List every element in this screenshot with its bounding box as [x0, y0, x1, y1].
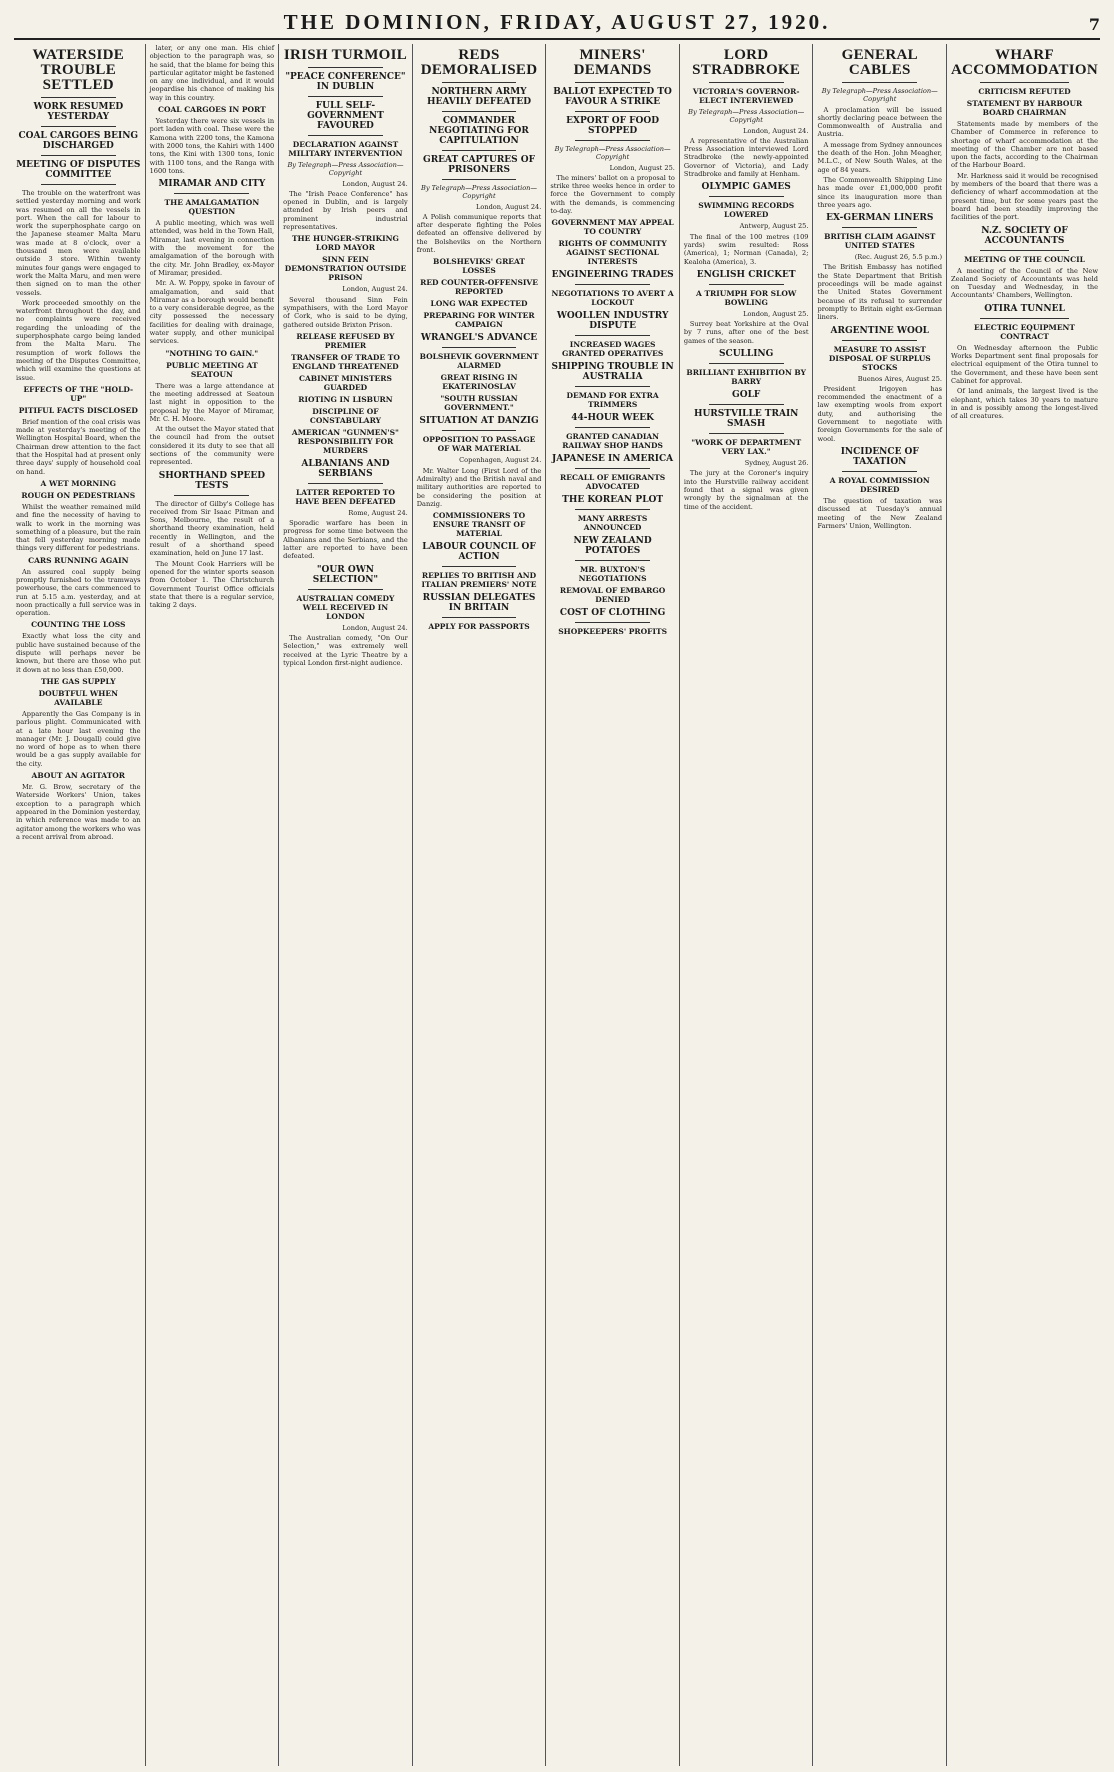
heading-rule — [709, 82, 784, 83]
dateline: (Rec. August 26, 5.5 p.m.) — [854, 253, 943, 262]
article-subhead-minor: REPLIES TO BRITISH AND ITALIAN PREMIERS' NOTE — [421, 571, 537, 590]
heading-rule — [308, 589, 383, 590]
article-subhead-minor: AMERICAN "GUNMEN'S" RESPONSIBILITY FOR MURDERS — [291, 427, 399, 455]
article-subhead-minor: LONG WAR EXPECTED — [430, 299, 528, 309]
article-subhead-minor: CARS RUNNING AGAIN — [28, 555, 129, 565]
dateline: London, August 25. — [743, 309, 809, 318]
article-paragraph: Of land animals, the largest lived is the elephant, which takes 30 years to mature in and is possibly among the longest-lived of all creatures. — [951, 387, 1098, 421]
article-paragraph: On Wednesday afternoon the Public Works Department sent final proposals for electrical equipment of the Otira tunnel to the Government, and these have been sent Cabinet for approval. — [951, 343, 1098, 385]
article-subhead: ENGLISH CRICKET — [696, 269, 796, 280]
dateline: London, August 25. — [609, 163, 675, 172]
article-subhead-minor: THE HUNGER-STRIKING LORD MAYOR — [291, 234, 399, 253]
heading-rule — [41, 97, 116, 98]
article-subhead: INCIDENCE OF TAXATION — [840, 446, 919, 467]
heading-rule — [842, 227, 917, 228]
heading-rule — [442, 82, 517, 83]
heading-rule — [41, 155, 116, 156]
article-subhead-minor: PITIFUL FACTS DISCLOSED — [18, 405, 138, 415]
newspaper-columns — [12, 44, 1102, 1766]
article-subhead: GREAT CAPTURES OF PRISONERS — [423, 155, 536, 175]
heading-rule — [442, 179, 517, 180]
article-paragraph: There was a large attendance at the meeting addressed at Seatoun last night in opposition to the proposal by the Mayor of Miramar, Mr. C. H. Moore. — [149, 381, 275, 423]
article-paragraph: Mr. A. W. Poppy, spoke in favour of amalgamation, and said that Miramar as a borough would benefit to a very considerable degree, as the city possessed the necessary facilities for dealing with drainage, water supply, and other municipal services. — [149, 279, 275, 346]
heading-rule — [41, 126, 116, 127]
article-paragraph: The jury at the Coroner's inquiry into the Hurstville railway accident found that a signal was given wrongly by the signalman at the time of the accident. — [683, 469, 809, 511]
article-subhead: OLYMPIC GAMES — [701, 182, 791, 193]
article-subhead: EXPORT OF FOOD STOPPED — [566, 116, 660, 136]
heading-rule — [308, 67, 383, 68]
article-paragraph: The Commonwealth Shipping Line has made over £1,000,000 profit since its inauguration more than three years ago. — [817, 175, 943, 209]
article-subhead-minor: STATEMENT BY HARBOUR BOARD CHAIRMAN — [966, 99, 1083, 117]
article-subhead-minor: COAL CARGOES IN PORT — [157, 105, 266, 115]
article-subhead: WRANGEL'S ADVANCE — [420, 333, 538, 344]
article-subhead-minor: BOLSHEVIKS' GREAT LOSSES — [433, 257, 526, 276]
article-subhead-minor: TRANSFER OF TRADE TO ENGLAND THREATENED — [291, 352, 400, 371]
article-paragraph: The Mount Cook Harriers will be opened for the winter sports season from October 1. The Christchurch Government Tourist Office officials state that there is a regular service, taking 2 days. — [149, 559, 275, 610]
article-subhead-minor: THE AMALGAMATION QUESTION — [164, 198, 260, 217]
article-subhead-minor: GREAT RISING IN EKATERINOSLAV — [440, 373, 518, 392]
heading-rule — [980, 318, 1068, 319]
article-subhead-minor: A WET MORNING — [40, 478, 117, 488]
article-subhead: COMMANDER NEGOTIATING FOR CAPITULATION — [429, 116, 529, 146]
article-subhead: NEW ZEALAND POTATOES — [573, 536, 652, 557]
article-paragraph: The final of the 100 metres (109 yards) swim resulted: Ross (America), 1; Norman (Canada), 2; Kealoha (America), 3. — [683, 232, 809, 266]
article-subhead-minor: RIGHTS OF COMMUNITY AGAINST SECTIONAL INTERESTS — [558, 239, 667, 267]
article-paragraph: later, or any one man. His chief objection to the paragraph was, so he said, that the blame for being this particular agitator might be fastened on any one individual, and it would jeopardise his chance of making his way in this country. — [149, 44, 275, 102]
heading-rule — [442, 111, 517, 112]
heading-rule — [442, 617, 517, 618]
article-subhead: COST OF CLOTHING — [559, 608, 666, 619]
article-subhead: HURSTVILLE TRAIN SMASH — [693, 409, 799, 430]
article-paragraph: The question of taxation was discussed at Tuesday's annual meeting of the New Zealand Farmers' Union, Wellington. — [817, 496, 943, 530]
article-paragraph: A message from Sydney announces the death of the Hon. John Meagher, M.L.C., of New South Wales, at the age of 84 years. — [817, 140, 943, 174]
heading-rule — [308, 483, 383, 484]
article-subhead-minor: BRILLIANT EXHIBITION BY BARRY — [686, 368, 806, 387]
wire-credit: By Telegraph—Press Association—Copyright — [688, 108, 805, 125]
heading-rule — [842, 340, 917, 341]
wire-credit: By Telegraph—Press Association—Copyright — [287, 161, 404, 178]
dateline: Antwerp, August 25. — [739, 222, 809, 231]
article-subhead: OTIRA TUNNEL — [984, 303, 1065, 314]
heading-rule — [709, 433, 784, 434]
article-subhead: JAPANESE IN AMERICA — [552, 454, 674, 465]
dateline: Sydney, August 26. — [744, 459, 809, 468]
article-subhead-minor: CRITICISM REFUTED — [978, 87, 1071, 96]
article-subhead-minor: MEETING OF THE COUNCIL — [964, 254, 1085, 264]
heading-rule — [709, 196, 784, 197]
article-subhead-minor: SINN FEIN DEMONSTRATION OUTSIDE PRISON — [284, 255, 407, 283]
dateline: London, August 24. — [342, 285, 408, 294]
article-subhead: NORTHERN ARMY HEAVILY DEFEATED — [427, 87, 531, 107]
article-paragraph: Several thousand Sinn Fein sympathisers, with the Lord Mayor of Cork, who is said to be dying, gathered outside Brixton Prison. — [283, 295, 408, 329]
column-2 — [146, 44, 280, 1766]
article-paragraph: Mr. Harkness said it would be recognised by members of the board that there was a deficiency of wharf accommodation at the present time, but for some years past the board had been steadily improving the facilities of the port. — [951, 171, 1098, 222]
heading-rule — [575, 140, 650, 141]
heading-rule — [174, 495, 249, 496]
article-headline: MINERS' DEMANDS — [573, 47, 652, 78]
article-subhead-minor: DOUBTFUL WHEN AVAILABLE — [38, 688, 118, 707]
article-subhead: SHORTHAND SPEED TESTS — [158, 470, 266, 491]
article-subhead: ENGINEERING TRADES — [551, 270, 674, 281]
heading-rule — [308, 96, 383, 97]
article-subhead: MEETING OF DISPUTES COMMITTEE — [16, 160, 141, 180]
article-subhead-minor: "SOUTH RUSSIAN GOVERNMENT." — [440, 394, 518, 413]
masthead — [14, 8, 1100, 40]
article-subhead-minor: THE GAS SUPPLY — [40, 676, 116, 686]
article-subhead: LABOUR COUNCIL OF ACTION — [422, 542, 536, 563]
article-subhead: "OUR OWN SELECTION" — [312, 564, 379, 585]
article-paragraph: A Polish communique reports that after desperate fighting the Poles defeated an offensive delivered by the Bolsheviks on the Northern front. — [416, 212, 542, 255]
article-paragraph: Statements made by members of the Chamber of Commerce in reference to shortage of wharf accommodation at the meeting of the Chamber are not based upon the facts, according to the Chairman of the Harbour Board. — [951, 120, 1098, 170]
article-subhead-minor: PREPARING FOR WINTER CAMPAIGN — [423, 311, 535, 330]
heading-rule — [575, 468, 650, 469]
heading-rule — [980, 82, 1068, 83]
column-8 — [947, 44, 1102, 1766]
article-subhead: RUSSIAN DELEGATES IN BRITAIN — [422, 593, 536, 614]
article-subhead: SHIPPING TROUBLE IN AUSTRALIA — [551, 362, 674, 383]
article-subhead-minor: LATTER REPORTED TO HAVE BEEN DEFEATED — [295, 487, 396, 506]
article-paragraph: At the outset the Mayor stated that the council had from the outset considered it its duty to see that all sections of the community were represented. — [149, 425, 275, 467]
heading-rule — [709, 284, 784, 285]
article-subhead-minor: VICTORIA'S GOVERNOR-ELECT INTERVIEWED — [692, 87, 800, 105]
column-7 — [813, 44, 947, 1766]
article-paragraph: The trouble on the waterfront was settled yesterday morning and work was resumed on all the vessels in port. When the call for labour to work the superphosphate cargo on the Japanese steamer Malta Maru was made at 8 o'clock, over a thousand men were available outside 3 store. Within twenty minutes four gangs were engaged to work the Malta Maru, and men were then signed on to man the other vessels. — [16, 189, 141, 297]
newspaper-title: THE DOMINION, FRIDAY, AUGUST 27, 1920. — [283, 10, 831, 34]
article-subhead-minor: "NOTHING TO GAIN." — [165, 348, 259, 358]
article-subhead-minor: DECLARATION AGAINST MILITARY INTERVENTION — [288, 140, 403, 158]
article-subhead: "PEACE CONFERENCE" IN DUBLIN — [285, 72, 406, 92]
article-headline: GENERAL CABLES — [841, 47, 918, 78]
heading-rule — [442, 430, 517, 431]
heading-rule — [842, 471, 917, 472]
article-subhead-minor: ROUGH ON PEDESTRIANS — [21, 490, 136, 500]
article-subhead: FULL SELF-GOVERNMENT FAVOURED — [307, 101, 384, 131]
article-subhead-minor: A TRIUMPH FOR SLOW BOWLING — [696, 288, 797, 307]
article-subhead: ALBANIANS AND SERBIANS — [301, 458, 390, 479]
article-subhead-minor: "WORK OF DEPARTMENT VERY LAX." — [691, 438, 802, 457]
article-paragraph: The Australian comedy, "On Our Selection," was extremely well received at the Lyric Theatre by a typical London first-night audience. — [283, 633, 408, 667]
article-subhead: 44-HOUR WEEK — [571, 413, 654, 424]
heading-rule — [442, 150, 517, 151]
article-headline: WHARF ACCOMMODATION — [951, 47, 1098, 78]
dateline: London, August 24. — [342, 623, 408, 632]
heading-rule — [842, 82, 917, 83]
article-subhead-minor: A ROYAL COMMISSION DESIRED — [829, 475, 930, 494]
article-headline: WATERSIDE TROUBLE SETTLED — [32, 47, 125, 93]
article-subhead-minor: OPPOSITION TO PASSAGE OF WAR MATERIAL — [422, 435, 536, 454]
article-paragraph: Mr. Walter Long (First Lord of the Admiralty) and the British naval and military authorities are reported to be considering the position at Danzig. — [416, 466, 542, 508]
dateline: London, August 24. — [475, 202, 542, 211]
heading-rule — [575, 560, 650, 561]
heading-rule — [575, 111, 650, 112]
article-headline: IRISH TURMOIL — [283, 47, 408, 63]
article-subhead-minor: RIOTING IN LISBURN — [298, 394, 393, 404]
article-subhead-minor: BRITISH CLAIM AGAINST UNITED STATES — [824, 232, 936, 251]
article-paragraph: Work proceeded smoothly on the waterfront throughout the day, and no complaints were received regarding the unloading of the superphosphate cargo being landed from the Malta Maru. The resumption of work follows the meeting of the Disputes Committee, which will examine the questions at issue. — [16, 298, 141, 382]
article-subhead-minor: ABOUT AN AGITATOR — [31, 771, 126, 781]
article-subhead-minor: RECALL OF EMIGRANTS ADVOCATED — [560, 473, 666, 492]
article-subhead-minor: MR. BUXTON'S NEGOTIATIONS — [578, 565, 647, 584]
article-subhead-minor: MEASURE TO ASSIST DISPOSAL OF SURPLUS STOCKS — [828, 344, 931, 372]
article-subhead: SCULLING — [719, 349, 774, 360]
heading-rule — [442, 566, 517, 567]
article-paragraph: Exactly what loss the city and public have sustained because of the dispute will perhaps never be known, but there are those who put it down at no less than £50,000. — [16, 632, 141, 674]
article-paragraph: Apparently the Gas Company is in parlous plight. Communicated with at a late hour last evening the manager (Mr. J. Dougall) could give no word of hope as to when there would be a gas supply available for the city. — [16, 709, 141, 768]
dateline: Buenos Aires, August 25. — [857, 374, 943, 383]
article-subhead-minor: CABINET MINISTERS GUARDED — [298, 373, 392, 392]
article-subhead-minor: GRANTED CANADIAN RAILWAY SHOP HANDS — [562, 432, 663, 451]
wire-credit: By Telegraph—Press Association—Copyright — [554, 145, 671, 162]
column-5 — [546, 44, 680, 1766]
dateline: Rome, August 24. — [348, 508, 408, 517]
article-headline: REDS DEMORALISED — [420, 47, 538, 78]
wire-credit: By Telegraph—Press Association—Copyright — [821, 87, 938, 104]
article-subhead: THE KOREAN PLOT — [562, 495, 664, 506]
article-subhead-minor: MANY ARRESTS ANNOUNCED — [577, 514, 648, 533]
article-subhead: EX-GERMAN LINERS — [826, 213, 934, 224]
heading-rule — [308, 135, 383, 136]
article-subhead-minor: INCREASED WAGES GRANTED OPERATIVES — [561, 340, 664, 359]
article-paragraph: Mr. G. Brow, secretary of the Waterside Workers' Union, takes exception to a paragraph which appeared in the Dominion yesterday, in which reference was made to an agitator among the workers who was a recent arrival from abroad. — [16, 783, 141, 841]
article-paragraph: Yesterday there were six vessels in port laden with coal. These were the Kamona with 2200 tons, the Kamona with 2000 tons, the Kahiri with 1400 tons, the Kini with 1300 tons, Ionic with 1100 tons, and the Ranga with 1600 tons. — [149, 117, 275, 175]
heading-rule — [575, 82, 650, 83]
dateline: Copenhagen, August 24. — [459, 456, 542, 465]
article-paragraph: An assured coal supply being promptly furnished to the tramways powerhouse, the cars commenced to run at 5.15 a.m. yesterday, and at noon practically a full service was in operation. — [16, 567, 141, 618]
heading-rule — [709, 404, 784, 405]
heading-rule — [575, 427, 650, 428]
article-paragraph: Surrey beat Yorkshire at the Oval by 7 runs, after one of the best games of the season. — [683, 320, 809, 345]
article-subhead-minor: GOVERNMENT MAY APPEAL TO COUNTRY — [551, 218, 674, 237]
heading-rule — [575, 386, 650, 387]
column-1 — [12, 44, 146, 1766]
article-subhead: N.Z. SOCIETY OF ACCOUNTANTS — [981, 225, 1068, 246]
article-subhead-minor: COMMISSIONERS TO ENSURE TRANSIT OF MATERIAL — [432, 511, 526, 539]
article-subhead-minor: AUSTRALIAN COMEDY WELL RECEIVED IN LONDON — [296, 593, 395, 621]
article-subhead-minor: APPLY FOR PASSPORTS — [428, 622, 530, 632]
dateline: London, August 24. — [342, 179, 408, 188]
article-paragraph: The miners' ballot on a proposal to strike three weeks hence in order to force the Government to comply with the demands, is commencing to-day. — [550, 173, 675, 216]
article-paragraph: The British Embassy has notified the State Department that British proceedings will be made against the United States Government because of its refusal to surrender promptly to Britain eight ex-German liners. — [817, 263, 943, 322]
wire-credit: By Telegraph—Press Association—Copyright — [421, 184, 538, 201]
article-paragraph: President Irigoyen has recommended the enactment of a law exempting wools from export duty, and authorising the Government to negotiate with foreign Governments for the sale of wool. — [817, 384, 943, 443]
article-subhead: SITUATION AT DANZIG — [419, 416, 539, 427]
article-paragraph: The director of Gilby's College has received from Sir Isaac Pitman and Sons, Melbourne, the result of a shorthand theory examination, held recently in Wellington, and the result of a shorthand speed examination, held on June 17 last. — [149, 499, 275, 558]
heading-rule — [575, 622, 650, 623]
article-subhead-minor: RED COUNTER-OFFENSIVE REPORTED — [420, 278, 538, 297]
article-subhead-minor: RELEASE REFUSED BY PREMIER — [296, 331, 395, 350]
article-subhead: GOLF — [732, 390, 761, 401]
article-paragraph: Brief mention of the coal crisis was made at yesterday's meeting of the Wellington Hospital Board, when the Chairman drew attention to the fact that the Hospital had at present only three days' supply of household coal on hand. — [16, 417, 141, 476]
article-subhead: COAL CARGOES BEING DISCHARGED — [18, 131, 139, 151]
heading-rule — [442, 347, 517, 348]
article-subhead: WOOLLEN INDUSTRY DISPUTE — [556, 311, 669, 332]
heading-rule — [575, 335, 650, 336]
article-subhead-minor: DEMAND FOR EXTRA TRIMMERS — [566, 391, 659, 410]
page-number: 7 — [1088, 15, 1100, 34]
article-subhead-minor: EFFECTS OF THE "HOLD-UP" — [23, 384, 134, 403]
article-subhead: WORK RESUMED YESTERDAY — [33, 102, 124, 122]
column-4 — [413, 44, 547, 1766]
heading-rule — [980, 250, 1068, 251]
article-paragraph: The "Irish Peace Conference" has opened in Dublin, and is largely attended by Irish peers and prominent industrial representatives. — [283, 189, 408, 232]
column-3 — [279, 44, 413, 1766]
article-subhead-minor: PUBLIC MEETING AT SEATOUN — [166, 360, 258, 379]
article-subhead-minor: SWIMMING RECORDS LOWERED — [698, 201, 795, 220]
heading-rule — [575, 284, 650, 285]
article-paragraph: Sporadic warfare has been in progress for some time between the Albanians and the Serbians, and the latter are reported to have been defeated. — [283, 519, 408, 561]
article-subhead-minor: DISCIPLINE OF CONSTABULARY — [309, 406, 381, 425]
heading-rule — [41, 184, 116, 185]
article-paragraph: A meeting of the Council of the New Zealand Society of Accountants was held on Tuesday and Wednesday, in the Accountants' Chambers, Wellington. — [951, 266, 1098, 300]
article-subhead-minor: NEGOTIATIONS TO AVERT A LOCKOUT — [551, 289, 674, 308]
article-paragraph: Whilst the weather remained mild and fine the necessity of having to walk to work in the morning was something of a pleasure, but the rain that fell yesterday morning made things very different for pedestrians. — [16, 502, 141, 553]
article-subhead-minor: BOLSHEVIK GOVERNMENT ALARMED — [419, 352, 539, 371]
heading-rule — [174, 193, 249, 194]
article-subhead: BALLOT EXPECTED TO FAVOUR A STRIKE — [553, 87, 672, 107]
article-paragraph: A public meeting, which was well attended, was held in the Town Hall, Miramar, last evening in connection with the movement for the amalgamation of the borough with the city. Mr. John Bradley, ex-Mayor of Miramar, presided. — [149, 219, 275, 277]
heading-rule — [575, 509, 650, 510]
heading-rule — [709, 363, 784, 364]
article-subhead-minor: REMOVAL OF EMBARGO DENIED — [559, 586, 666, 605]
article-subhead: MIRAMAR AND CITY — [158, 179, 266, 190]
article-headline: LORD STRADBROKE — [692, 47, 801, 78]
article-subhead-minor: ELECTRIC EQUIPMENT CONTRACT — [974, 322, 1075, 341]
article-subhead-minor: SHOPKEEPERS' PROFITS — [558, 627, 667, 637]
article-paragraph: A proclamation will be issued shortly declaring peace between the Commonwealth of Australia and Austria. — [817, 105, 943, 139]
dateline: London, August 24. — [743, 126, 809, 135]
article-subhead-minor: COUNTING THE LOSS — [31, 620, 126, 630]
column-6 — [680, 44, 814, 1766]
article-subhead: ARGENTINE WOOL — [830, 325, 929, 336]
article-paragraph: A representative of the Australian Press Association interviewed Lord Stradbroke (the newly-appointed Governor of Victoria), and Lady Stradbroke and family at Henham. — [683, 136, 809, 179]
